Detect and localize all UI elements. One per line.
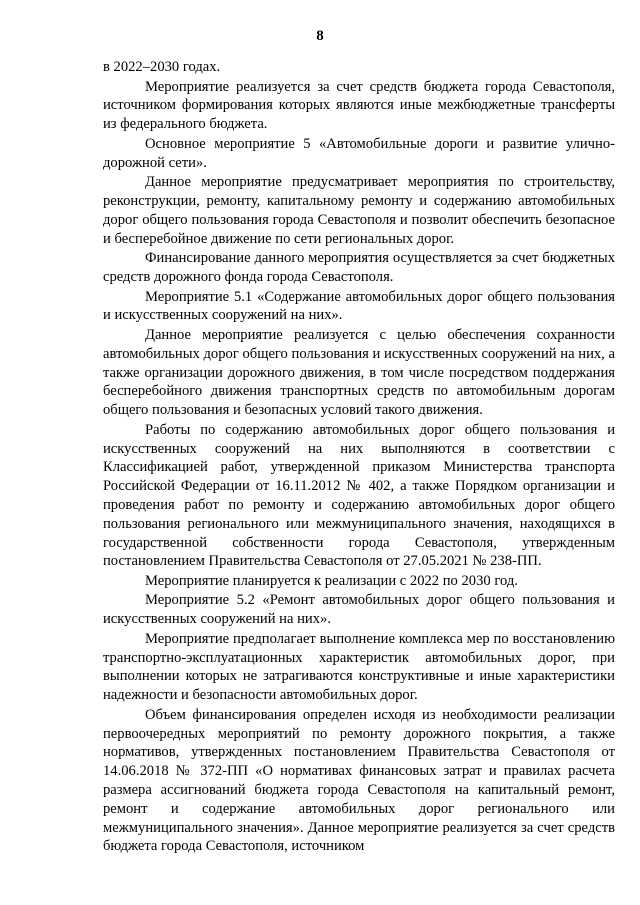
paragraph: Мероприятие планируется к реализации с 2022 по 2030 год. bbox=[145, 572, 518, 589]
paragraph: Данное мероприятие предусматривает мероприятия по строительству, реконструкции, ремонту, капитальному ремонту и содержанию автомобильных дорог общего пользования города Севастополя и позволит обеспечить безопасное и бесперебойное движение по сети региональных дорог. bbox=[103, 174, 615, 247]
paragraph: Мероприятие 5.1 «Содержание автомобильных дорог общего пользования и искусственных сооружений на них». bbox=[103, 288, 615, 324]
paragraph: Мероприятие реализуется за счет средств бюджета города Севастополя, источником формирования которых являются иные межбюджетные трансферты из федерального бюджета. bbox=[103, 78, 615, 133]
paragraph: Работы по содержанию автомобильных дорог общего пользования и искусственных сооружений на них выполняются в соответствии с Классификацией работ, утвержденной приказом Министерства транспорта Российской Федерации от 16.11.2012 № 402, а также Порядком организации и проведения работ по ремонту и содержанию автомобильных дорог общего пользования регионального или межмуниципального значения, находящихся в государственной собственности города Севастополя, утвержденным постановлением Правительства Севастополя от 27.05.2021 № 238-ПП. bbox=[103, 421, 615, 570]
document-body bbox=[103, 58, 615, 857]
paragraph: Основное мероприятие 5 «Автомобильные дороги и развитие улично-дорожной сети». bbox=[103, 135, 615, 171]
page-number: 8 bbox=[316, 28, 324, 44]
paragraph: Мероприятие 5.2 «Ремонт автомобильных дорог общего пользования и искусственных сооружений на них». bbox=[103, 592, 615, 628]
paragraph: Финансирование данного мероприятия осуществляется за счет бюджетных средств дорожного фонда города Севастополя. bbox=[103, 250, 615, 285]
paragraph: Объем финансирования определен исходя из необходимости реализации первоочередных мероприятий по ремонту дорожного покрытия, а также нормативов, утвержденных постановлением Правительства Севастополя от 14.06.2018 № 372-ПП «О нормативах финансовых затрат и правилах расчета размера ассигнований бюджета города Севастополя на капитальный ремонт, ремонт и содержание автомобильных дорог регионального или межмуниципального значения». Данное мероприятие реализуется за счет средств бюджета города Севастополя, источником bbox=[103, 706, 615, 855]
paragraph: Мероприятие предполагает выполнение комплекса мер по восстановлению транспортно-эксплуатационных характеристик автомобильных дорог, при выполнении которых не затрагиваются конструктивные и иные характеристики надежности и безопасности автомобильных дорог. bbox=[103, 630, 615, 704]
paragraph: Данное мероприятие реализуется с целью обеспечения сохранности автомобильных дорог общего пользования и искусственных сооружений на них, а также организации дорожного движения, в том числе посредством поддержания бесперебойного движения транспортных средств по автомобильным дорогам общего пользования и безопасных условий такого движения. bbox=[103, 326, 615, 419]
paragraph: в 2022–2030 годах. bbox=[103, 59, 221, 75]
